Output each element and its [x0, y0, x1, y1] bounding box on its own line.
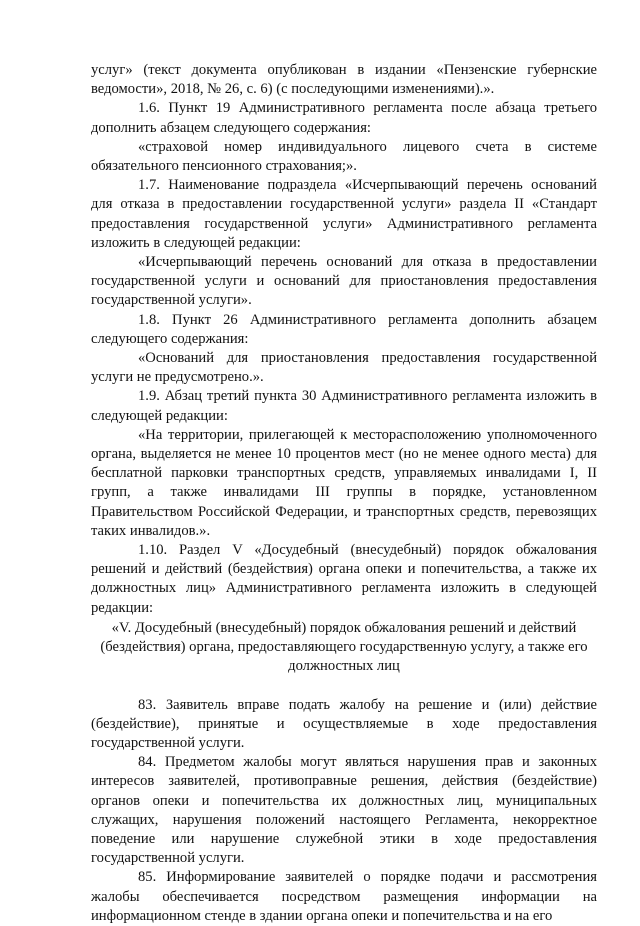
- paragraph-1-7: 1.7. Наименование подраздела «Исчерпывающий перечень оснований для отказа в предоставлении государственной услуги» раздела II «Стандарт предоставления государственной услуги» Административного регламента изложить в следующей редакции:: [91, 177, 597, 251]
- paragraph-85: 85. Информирование заявителей о порядке подачи и рассмотрения жалобы обеспечивается посредством размещения информации на информационном стенде в здании органа опеки и попечительства и на его: [91, 869, 597, 924]
- paragraph-1-8-quote: «Оснований для приостановления предоставления государственной услуги не предусмотрено.».: [91, 350, 597, 386]
- section-heading: «V. Досудебный (внесудебный) порядок обжалования решений и действий (бездействия) органа, предоставляющего государственную услугу, а также его должностных лиц: [100, 619, 588, 675]
- paragraph-1-10: 1.10. Раздел V «Досудебный (внесудебный) порядок обжалования решений и действий (бездействия) органа опеки и попечительства, а также их должностных лиц» Административного регламента изложить в следующей редакции:: [91, 542, 597, 616]
- paragraph-1-6-quote: «страховой номер индивидуального лицевого счета в системе обязательного пенсионного страхования;».: [91, 138, 597, 175]
- paragraph-83: 83. Заявитель вправе подать жалобу на решение и (или) действие (бездействие), принятые и осуществляемые в ходе предоставления государственной услуги.: [91, 696, 597, 751]
- paragraph-84: 84. Предметом жалобы могут являться нарушения прав и законных интересов заявителей, противоправные решения, действия (бездействие) органов опеки и попечительства их должностных лиц, муниципальных служащих, нарушения положений настоящего Регламента, некорректное поведение или нарушение служебной этики в ходе предоставления государственной услуги.: [91, 754, 597, 867]
- paragraph-1-7-quote: «Исчерпывающий перечень оснований для отказа в предоставлении государственной услуги и оснований для приостановления предоставления государственной услуги».: [91, 254, 597, 309]
- document-page: [91, 61, 597, 926]
- section-gap: [91, 677, 597, 696]
- paragraph-1-6: 1.6. Пункт 19 Административного регламента после абзаца третьего дополнить абзацем следующего содержания:: [91, 100, 597, 136]
- paragraph-continuation: услуг» (текст документа опубликован в издании «Пензенские губернские ведомости», 2018, № 26, с. 6) (с последующими изменениями).».: [91, 62, 597, 98]
- paragraph-1-9-quote: «На территории, прилегающей к месторасположению уполномоченного органа, выделяется не менее 10 процентов мест (но не менее одного места) для бесплатной парковки транспортных средств, управляемых инвалидами I, II групп, а также инвалидами III группы в порядке, установленном Правительством Российской Федерации, и транспортных средств, перевозящих таких инвалидов.».: [91, 426, 597, 539]
- paragraph-1-9: 1.9. Абзац третий пункта 30 Административного регламента изложить в следующей редакции:: [91, 388, 597, 424]
- paragraph-1-8: 1.8. Пункт 26 Административного регламента дополнить абзацем следующего содержания:: [91, 311, 597, 347]
